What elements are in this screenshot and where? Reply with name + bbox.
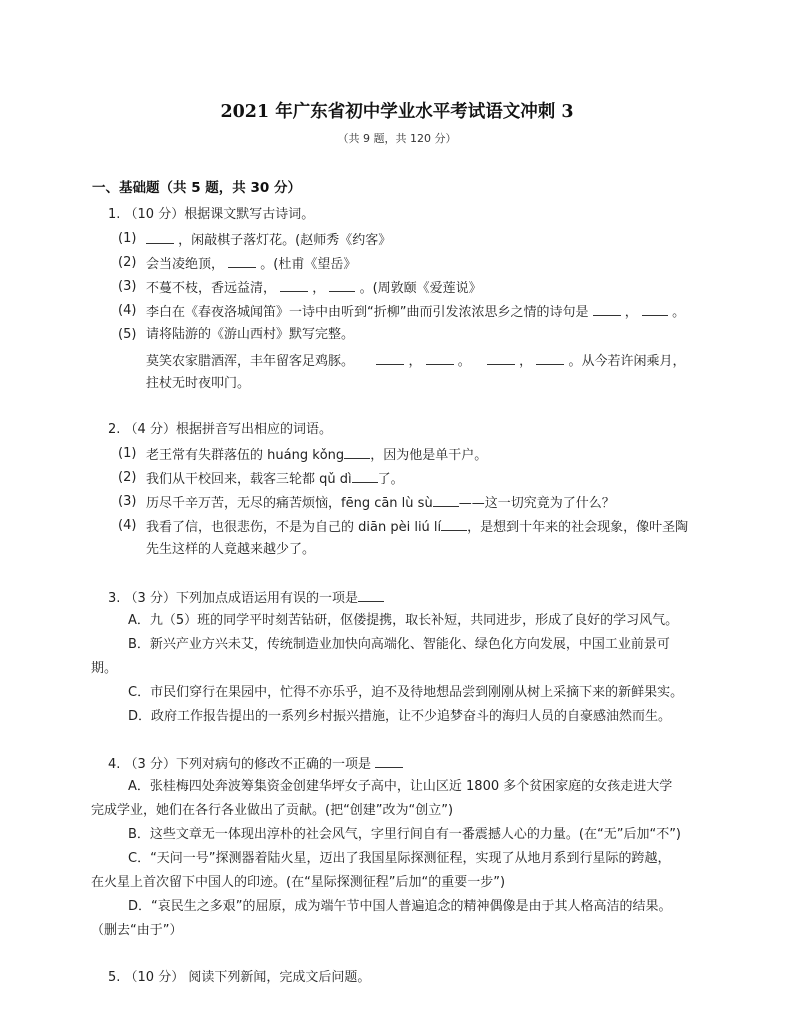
q1-poem-line-1: 莫笑农家腊酒浑，丰年留客足鸡豚。 ， 。 ， 。从今若许闲乘月， (146, 350, 685, 372)
answer-blank[interactable] (593, 301, 621, 316)
q1-item-3-number: (3) (118, 279, 137, 294)
q1-poem-line-2: 拄杖无时夜叩门。 (146, 376, 251, 391)
q4-option-a-continued: 完成学业，她们在各行各业做出了贡献。(把“创建”改为“创立”) (91, 803, 454, 818)
answer-blank[interactable] (352, 468, 378, 483)
page-subtitle: （共 9 题，共 120 分） (337, 132, 457, 145)
answer-blank[interactable] (329, 277, 355, 292)
section-heading: 一、基础题（共 5 题，共 30 分） (92, 180, 301, 196)
q4-option-d: D．“哀民生之多艰”的屈原，成为端午节中国人普遍追念的精神偶像是由于其人格高洁的结果。 (128, 899, 672, 914)
question-4-head: 4. （3 分）下列对病句的修改不正确的一项是 (108, 753, 403, 775)
q1-item-4: 李白在《春夜洛城闻笛》一诗中由听到“折柳”曲而引发浓浓思乡之情的诗句是 ， 。 (146, 301, 685, 323)
answer-blank[interactable] (642, 301, 668, 316)
q3-option-b-continued: 期。 (91, 661, 118, 676)
q4-option-a: A．张桂梅四处奔波筹集资金创建华坪女子高中，让山区近 1800 多个贫困家庭的女孩走进大学 (128, 779, 673, 794)
q3-option-c: C．市民们穿行在果园中，忙得不亦乐乎，迫不及待地想品尝到刚刚从树上采摘下来的新鲜果实。 (128, 685, 684, 700)
answer-blank[interactable] (146, 229, 174, 244)
q4-option-b: B．这些文章无一体现出淳朴的社会风气，字里行间自有一番震撼人心的力量。(在“无”后加“不”) (128, 827, 682, 842)
answer-blank[interactable] (426, 350, 454, 365)
q1-item-2: 会当凌绝顶， 。(杜甫《望岳》 (146, 253, 356, 275)
q2-item-3-number: (3) (118, 494, 137, 509)
q2-item-4: 我看了信，也很悲伤，不是为自己的 diān pèi liú lí ，是想到十年来的社会现象，像叶圣陶 (146, 516, 688, 538)
page-title: 2021 年广东省初中学业水平考试语文冲刺 3 (220, 102, 574, 122)
answer-blank[interactable] (487, 350, 515, 365)
question-2-head: 2. （4 分）根据拼音写出相应的词语。 (108, 422, 332, 437)
q1-item-2-number: (2) (118, 255, 137, 270)
answer-blank[interactable] (280, 277, 308, 292)
question-3-head: 3. （3 分）下列加点成语运用有误的一项是 (108, 587, 384, 609)
q2-item-2: 我们从干校回来，载客三轮都 qǔ dì 了。 (146, 468, 404, 490)
q1-item-1: ，闲敲棋子落灯花。(赵师秀《约客》 (146, 229, 391, 251)
question-1-head: 1. （10 分）根据课文默写古诗词。 (108, 207, 315, 222)
q1-item-5: 请将陆游的《游山西村》默写完整。 (146, 327, 355, 342)
q1-item-3: 不蔓不枝，香远益清， ， 。(周敦颐《爱莲说》 (146, 277, 482, 299)
q2-item-4-continued: 先生这样的人竟越来越少了。 (146, 542, 316, 557)
q3-option-b: B．新兴产业方兴未艾，传统制造业加快向高端化、智能化、绿色化方向发展，中国工业前景可 (128, 637, 670, 652)
answer-blank[interactable] (228, 253, 256, 268)
q4-option-c: C．“天问一号”探测器着陆火星，迈出了我国星际探测征程，实现了从地月系到行星际的跨越， (128, 851, 671, 866)
q1-item-1-number: (1) (118, 231, 137, 246)
q4-option-d-continued: （删去“由于”） (91, 923, 183, 938)
q1-item-5-number: (5) (118, 327, 137, 342)
answer-blank[interactable] (344, 444, 370, 459)
answer-blank[interactable] (375, 753, 403, 768)
q2-item-4-number: (4) (118, 518, 137, 533)
q3-option-a: A．九（5）班的同学平时刻苦钻研，伛偻提携，取长补短，共同进步，形成了良好的学习风气。 (128, 613, 679, 628)
q4-option-c-continued: 在火星上首次留下中国人的印迹。(在“星际探测征程”后加“的重要一步”) (91, 875, 506, 890)
q2-item-2-number: (2) (118, 470, 137, 485)
q3-option-d: D．政府工作报告提出的一系列乡村振兴措施，让不少追梦奋斗的海归人员的自豪感油然而生。 (128, 709, 672, 724)
answer-blank[interactable] (441, 516, 467, 531)
q2-item-3: 历尽千辛万苦，无尽的痛苦烦恼，fēng cān lù sù ——这一切究竟为了什么？ (146, 492, 615, 514)
answer-blank[interactable] (536, 350, 564, 365)
answer-blank[interactable] (433, 492, 459, 507)
q2-item-1: 老王常有失群落伍的 huáng kǒng ，因为他是单干户。 (146, 444, 487, 466)
answer-blank[interactable] (358, 587, 384, 602)
question-5-head: 5. （10 分） 阅读下列新闻，完成文后问题。 (108, 970, 371, 985)
q1-item-4-number: (4) (118, 303, 137, 318)
answer-blank[interactable] (376, 350, 404, 365)
q2-item-1-number: (1) (118, 446, 137, 461)
